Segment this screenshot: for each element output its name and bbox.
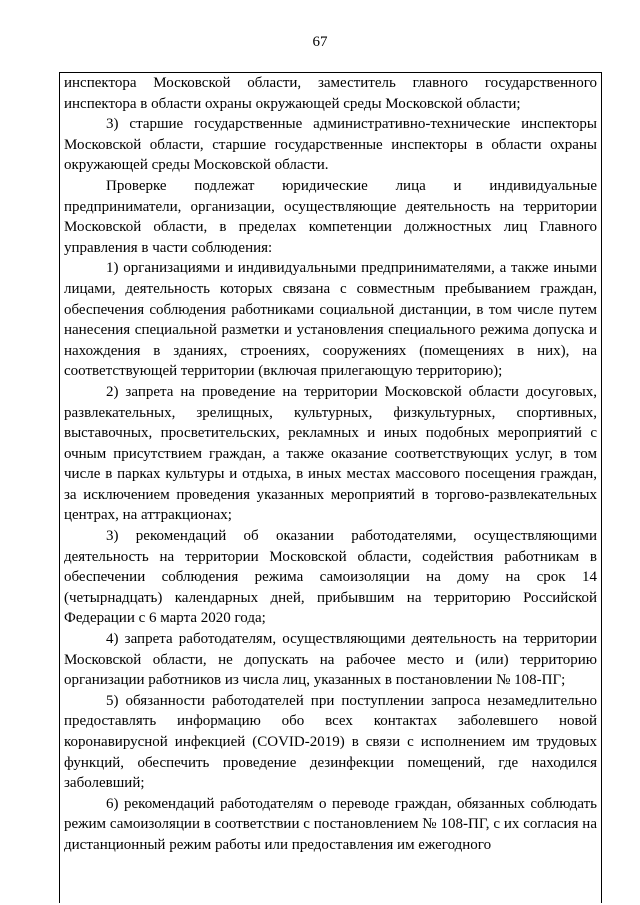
document-text-frame [59, 72, 602, 903]
paragraph-item-3-self-isolation-support: 3) рекомендаций об оказании работодателями, осуществляющими деятельность на территории Московской области, содействия работникам в обеспечении соблюдения режима самоизоляции на дому на срок 14 (четырнадцать) календарных дней, прибывшим на территорию Российской Федерации с 6 марта 2020 года; [64, 528, 597, 627]
paragraph-item-1-social-distance: 1) организациями и индивидуальными предпринимателями, а также иными лицами, деятельность которых связана с совместным пребыванием граждан, обеспечения соблюдения работниками социальной дистанции, в том числе путем нанесения специальной разметки и установления специального режима допуска и нахождения в зданиях, строениях, сооружениях (помещениях в них), на соответствующей территории (включая прилегающую территорию); [64, 260, 597, 380]
paragraph-inspection-subjects: Проверке подлежат юридические лица и индивидуальные предприниматели, организации, осуществляющие деятельность на территории Московской области, в пределах компетенции должностных лиц Главного управления в части соблюдения: [64, 177, 597, 256]
paragraph-item-5-employer-duties: 5) обязанности работодателей при поступлении запроса незамедлительно предоставлять информацию обо всех контактах заболевшего новой коронавирусной инфекцией (COVID-2019) в связи с исполнением им трудовых функций, обеспечить проведение дезинфекции помещений, где находился заболевший; [64, 692, 597, 792]
paragraph-item-3-senior-inspectors: 3) старшие государственные административно-технические инспекторы Московской области, старшие государственные инспекторы в области охраны окружающей среды Московской области. [64, 116, 597, 174]
paragraph-item-2-events-ban: 2) запрета на проведение на территории Московской области досуговых, развлекательных, зрелищных, культурных, физкультурных, спортивных, выставочных, просветительских, рекламных и иных подобных мероприятий с очным присутствием граждан, а также оказание соответствующих услуг, в том числе в парках культуры и отдыха, в иных местах массового посещения граждан, за исключением проведения указанных мероприятий в торгово-развлекательных центрах, на аттракционах; [64, 383, 597, 524]
paragraph-inspector-continuation: инспектора Московской области, заместитель главного государственного инспектора в области охраны окружающей среды Московской области; [64, 75, 597, 112]
paragraph-item-6-remote-work: 6) рекомендаций работодателям о переводе граждан, обязанных соблюдать режим самоизоляции в соответствии с постановлением № 108-ПГ, с их согласия на дистанционный режим работы или предоставления им ежегодного [64, 795, 597, 853]
page-number: 67 [312, 34, 328, 50]
paragraph-item-4-workplace-ban: 4) запрета работодателям, осуществляющими деятельность на территории Московской области, не допускать на рабочее место и (или) территорию организации работников из числа лиц, указанных в постановлении № 108-ПГ; [64, 631, 597, 689]
